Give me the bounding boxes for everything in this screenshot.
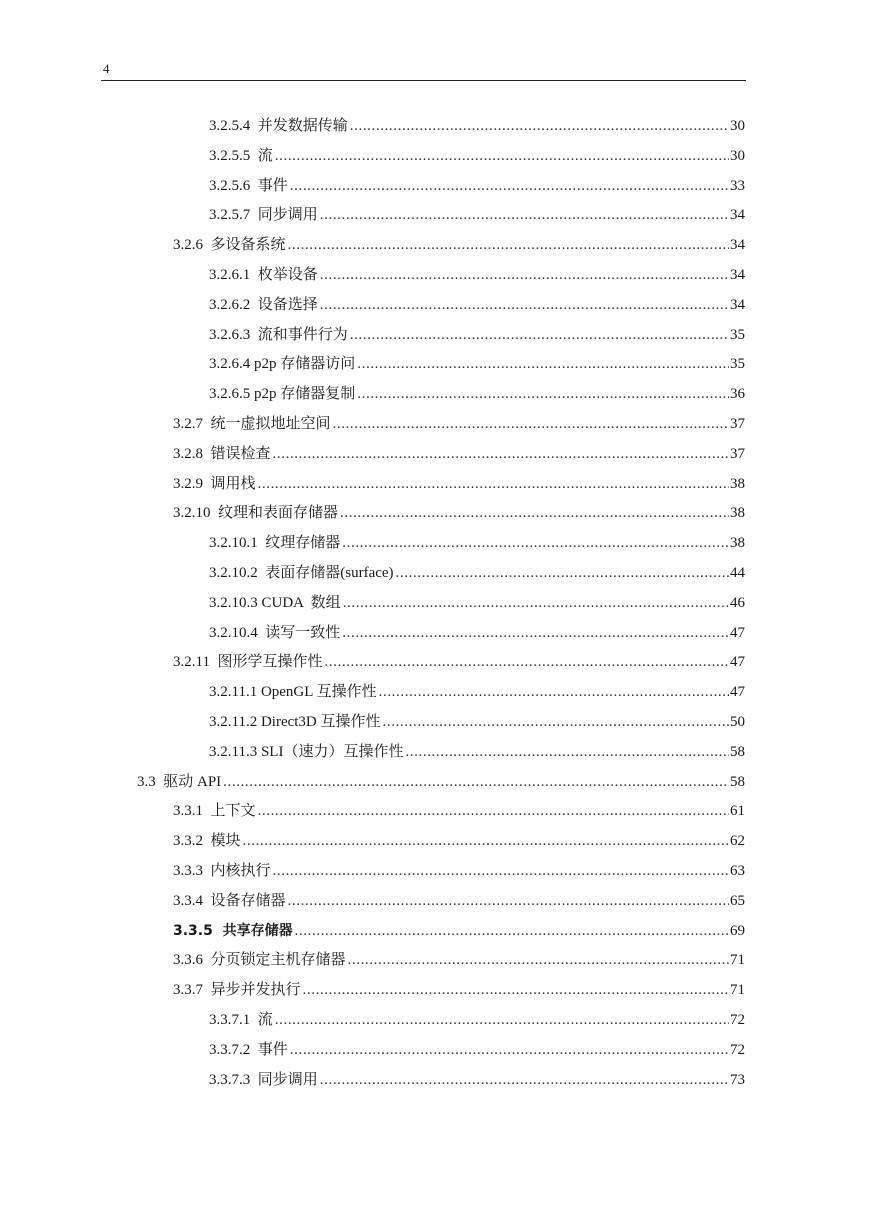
toc-leader-dots: [396, 558, 729, 588]
toc-entry[interactable]: [173, 886, 745, 916]
toc-entry-title: 3.2.11.1 OpenGL 互操作性: [209, 684, 377, 701]
toc-leader-dots: [290, 1035, 729, 1065]
toc-entry-title: 3.3.6 分页锁定主机存储器: [173, 952, 346, 969]
toc-entry[interactable]: [209, 260, 745, 290]
toc-entry-page: 71: [730, 982, 745, 999]
toc-leader-dots: [350, 111, 729, 141]
toc-entry[interactable]: [209, 171, 745, 201]
toc-entry[interactable]: [173, 439, 745, 469]
toc-entry[interactable]: [209, 200, 745, 230]
toc-entry[interactable]: [209, 349, 745, 379]
toc-leader-dots: [343, 588, 729, 618]
toc-entry-page: 34: [730, 237, 745, 254]
toc-entry-title: 3.2.6.4 p2p 存储器访问: [209, 356, 356, 373]
toc-entry[interactable]: [209, 379, 745, 409]
toc-entry-title: 3.2.6.2 设备选择: [209, 296, 318, 313]
toc-entry-page: 73: [730, 1071, 745, 1088]
toc-entry-title: 3.2.10.4 读写一致性: [209, 624, 341, 641]
toc-leader-dots: [342, 618, 729, 648]
toc-entry-page: 38: [730, 535, 745, 552]
toc-entry-page: 61: [730, 803, 745, 820]
toc-leader-dots: [288, 886, 729, 916]
toc-leader-dots: [350, 320, 729, 350]
toc-entry[interactable]: [173, 975, 745, 1005]
toc-entry[interactable]: [209, 141, 745, 171]
toc-entry-title: 3.2.10.3 CUDA 数组: [209, 594, 341, 611]
toc-entry-page: 35: [730, 356, 745, 373]
toc-entry[interactable]: [209, 677, 745, 707]
toc-entry-page: 36: [730, 386, 745, 403]
toc-entry-page: 30: [730, 118, 745, 134]
toc-entry-page: 62: [730, 833, 745, 850]
toc-leader-dots: [288, 230, 729, 260]
toc-leader-dots: [275, 1005, 729, 1035]
toc-leader-dots: [379, 677, 729, 707]
toc-leader-dots: [273, 439, 729, 469]
toc-leader-dots: [275, 141, 729, 171]
toc-entry-page: 58: [730, 773, 745, 790]
toc-entry-title: 3.2.8 错误检查: [173, 445, 271, 462]
toc-entry-title: 3.2.6 多设备系统: [173, 237, 286, 254]
toc-entry[interactable]: [173, 409, 745, 439]
toc-leader-dots: [340, 498, 729, 528]
toc-leader-dots: [357, 349, 729, 379]
toc-leader-dots: [320, 290, 729, 320]
toc-entry[interactable]: [209, 528, 745, 558]
toc-entry-title: 3.2.11.2 Direct3D 互操作性: [209, 714, 381, 730]
toc-leader-dots: [320, 1065, 729, 1095]
toc-entry-page: 50: [730, 714, 745, 730]
toc-leader-dots: [223, 767, 729, 797]
toc-leader-dots: [405, 737, 729, 767]
toc-entry-title: 3.3.3 内核执行: [173, 863, 271, 879]
toc-entry-page: 34: [730, 267, 745, 283]
toc-entry-title: 3.3.1 上下文: [173, 803, 256, 820]
toc-entry[interactable]: [209, 1005, 745, 1035]
toc-entry-page: 37: [730, 445, 745, 462]
toc-entry[interactable]: [173, 498, 745, 528]
toc-entry-title: 3.2.5.7 同步调用: [209, 207, 318, 224]
toc-entry-page: 34: [730, 296, 745, 313]
toc-entry-title: 3.2.6.1 枚举设备: [209, 267, 318, 283]
toc-entry[interactable]: [209, 290, 745, 320]
toc-entry-title: 3.2.10.2 表面存储器(surface): [209, 565, 394, 581]
toc-entry[interactable]: [209, 737, 745, 767]
toc-leader-dots: [333, 409, 729, 439]
toc-entry[interactable]: [173, 469, 745, 499]
toc-leader-dots: [320, 200, 729, 230]
toc-entry-page: 34: [730, 207, 745, 224]
toc-entry-title: 3.2.5.6 事件: [209, 177, 288, 194]
toc-leader-dots: [290, 171, 729, 201]
page-number: 4: [103, 61, 110, 76]
toc-leader-dots: [273, 856, 729, 886]
toc-entry-page: 46: [730, 594, 745, 611]
toc-entry[interactable]: [209, 1065, 745, 1095]
toc-leader-dots: [320, 260, 729, 290]
toc-entry-title: 3.3 驱动 API: [137, 773, 222, 790]
toc-leader-dots: [258, 469, 729, 499]
toc-entry-page: 44: [730, 565, 745, 581]
toc-entry-page: 72: [730, 1012, 745, 1028]
toc-leader-dots: [383, 707, 729, 737]
toc-entry-page: 33: [730, 177, 745, 194]
toc-leader-dots: [295, 916, 729, 946]
toc-entry-title: 3.2.5.4 并发数据传输: [209, 118, 348, 134]
toc-entry[interactable]: [173, 230, 745, 260]
toc-entry-title: 3.3.4 设备存储器: [173, 892, 286, 909]
toc-entry[interactable]: [173, 856, 745, 886]
toc-entry-page: 38: [730, 505, 745, 522]
toc-entry-page: 38: [730, 475, 745, 492]
toc-entry-title: 3.2.6.3 流和事件行为: [209, 326, 348, 343]
toc-entry-title: 3.3.7.1 流: [209, 1012, 273, 1028]
toc-entry[interactable]: [209, 618, 745, 648]
toc-entry[interactable]: [173, 945, 745, 975]
toc-entry-title: 3.3.7.2 事件: [209, 1041, 288, 1058]
toc-entry[interactable]: [173, 916, 745, 946]
toc-entry[interactable]: [209, 707, 745, 737]
toc-entry[interactable]: [209, 558, 745, 588]
toc-leader-dots: [243, 826, 729, 856]
toc-entry[interactable]: [173, 826, 745, 856]
toc-entry-page: 35: [730, 326, 745, 343]
toc-leader-dots: [342, 528, 729, 558]
toc-entry[interactable]: [209, 588, 745, 618]
toc-entry-title: 3.2.9 调用栈: [173, 475, 256, 492]
toc-entry[interactable]: [173, 647, 745, 677]
toc-entry-page: 47: [730, 654, 745, 671]
toc-leader-dots: [258, 796, 729, 826]
toc-entry-title: 3.2.10.1 纹理存储器: [209, 535, 341, 552]
toc-entry-title: 3.3.5 共享存储器: [173, 922, 293, 939]
toc-entry[interactable]: [173, 796, 745, 826]
toc-entry[interactable]: [137, 767, 745, 797]
toc-entry-page: 37: [730, 416, 745, 432]
toc-leader-dots: [303, 975, 729, 1005]
toc-entry-page: 72: [730, 1041, 745, 1058]
header-rule: [101, 80, 746, 81]
toc-entry[interactable]: [209, 320, 745, 350]
toc-entry-title: 3.2.6.5 p2p 存储器复制: [209, 386, 356, 403]
toc-leader-dots: [324, 647, 729, 677]
toc-entry-page: 47: [730, 624, 745, 641]
toc-entry-title: 3.2.5.5 流: [209, 147, 273, 164]
toc-entry-title: 3.2.10 纹理和表面存储器: [173, 505, 339, 522]
toc-entry-page: 71: [730, 952, 745, 969]
toc-entry-title: 3.3.7 异步并发执行: [173, 982, 301, 999]
toc-entry-page: 63: [730, 863, 745, 879]
toc-entry[interactable]: [209, 1035, 745, 1065]
toc-entry-page: 30: [730, 147, 745, 164]
toc-leader-dots: [348, 945, 729, 975]
toc-entry-title: 3.3.7.3 同步调用: [209, 1071, 318, 1088]
toc-entry-title: 3.2.7 统一虚拟地址空间: [173, 416, 331, 432]
toc-entry[interactable]: [209, 111, 745, 141]
toc-entry-page: 69: [730, 922, 745, 939]
toc-entry-page: 47: [730, 684, 745, 701]
toc-entry-title: 3.2.11 图形学互操作性: [173, 654, 323, 671]
toc-entry-title: 3.2.11.3 SLI（速力）互操作性: [209, 743, 404, 760]
toc-entry-page: 65: [730, 892, 745, 909]
toc-entry-title: 3.3.2 模块: [173, 833, 241, 850]
toc-entry-page: 58: [730, 743, 745, 760]
toc-leader-dots: [357, 379, 729, 409]
